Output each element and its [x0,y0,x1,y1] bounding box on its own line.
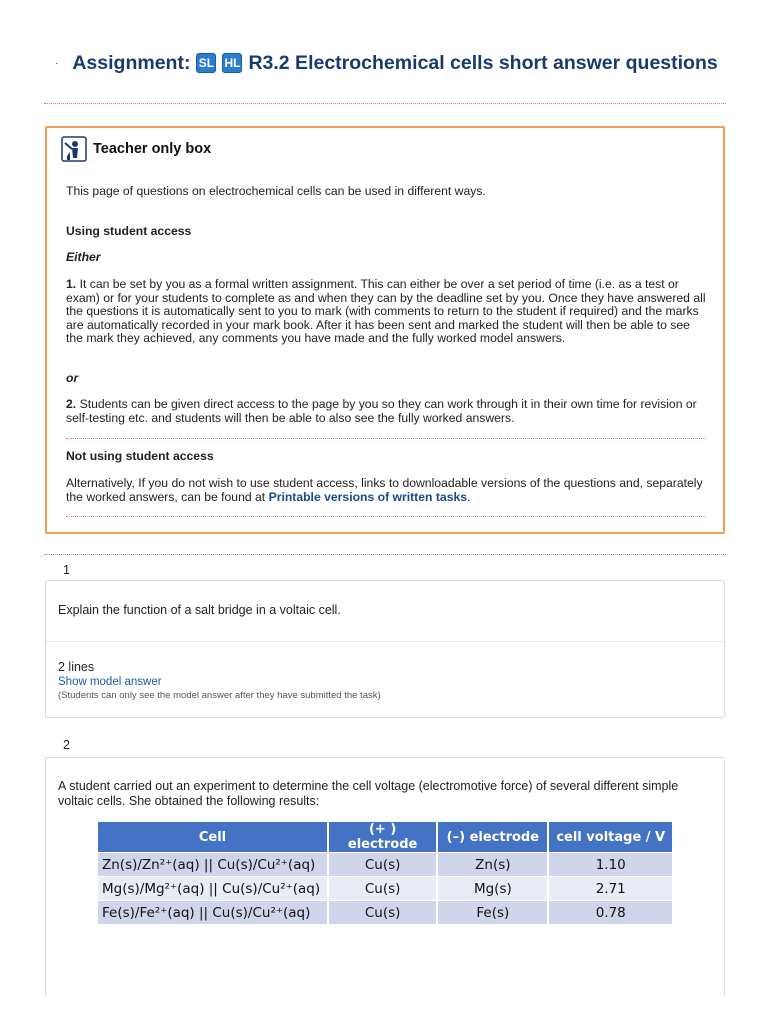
table-row [98,901,672,924]
table-row [98,853,672,876]
assignment-title: R3.2 Electrochemical cells short answer questions [248,51,718,74]
table-header-row [98,822,672,852]
teacher-box-header [61,136,211,162]
option-2 [66,398,706,425]
cell-notation: Zn(s)/Zn²⁺(aq) || Cu(s)/Cu²⁺(aq) [98,853,327,876]
teacher-box-intro: This page of questions on electrochemical cells can be used in different ways. [66,184,486,198]
section-divider [44,554,726,555]
option-1-text: It can be set by you as a formal written assignment. This can either be over a set period of time (i.e. as a test or exam) or for your students to complete as and when they can by the deadline set by you. Once they have answered all the questions it is automatically sent to you to mark (with comments to return to the student if required) and the marks are automatically recorded in your mark book. After it has been sent and marked the student will then be able to see the mark they achieved, any comments you have made and the fully worked model answers. [66,277,706,346]
either-label: Either [66,250,101,264]
teacher-box-bottom-divider [66,516,706,517]
question-1-text: Explain the function of a salt bridge in a voltaic cell. [58,603,341,617]
positive-electrode: Cu(s) [329,901,436,924]
sl-badge: SL [196,53,216,73]
negative-electrode: Fe(s) [438,901,547,924]
positive-electrode: Cu(s) [329,877,436,900]
teacher-box-divider [66,438,706,439]
positive-electrode: Cu(s) [329,853,436,876]
show-model-answer-link[interactable]: Show model answer [58,676,162,688]
cell-voltage: 2.71 [549,877,672,900]
question-1-number: 1 [63,563,70,577]
or-label: or [66,371,79,385]
alternative-text-body: Alternatively, If you do not wish to use student access, links to downloadable versions of the questions and, separately the worked answers, can be found at [66,476,703,504]
results-table [96,821,674,925]
option-2-text: Students can be given direct access to the page by you so they can work through it in their own time for revision or self-testing etc. and students will then be able to also see the fully worked answers. [66,397,697,425]
column-header-positive-electrode: (+ ) electrode [329,822,436,852]
option-2-number: 2. [66,397,77,411]
hl-badge: HL [222,53,242,73]
question-2-text: A student carried out an experiment to determine the cell voltage (electromotive force) of several different simple voltaic cells. She obtained the following results: [58,779,679,808]
question-1-separator [46,641,724,642]
teacher-only-box [45,126,725,534]
question-2-number: 2 [63,738,70,752]
teacher-box-title: Teacher only box [93,141,212,157]
column-header-cell-voltage: cell voltage / V [549,822,672,852]
column-header-negative-electrode: (–) electrode [438,822,547,852]
negative-electrode: Mg(s) [438,877,547,900]
option-1 [66,278,706,346]
alternative-text-end: . [467,489,471,504]
cell-notation: Mg(s)/Mg²⁺(aq) || Cu(s)/Cu²⁺(aq) [98,877,327,900]
negative-electrode: Zn(s) [438,853,547,876]
question-1-card [45,580,725,718]
option-1-number: 1. [66,277,77,291]
cell-notation: Fe(s)/Fe²⁺(aq) || Cu(s)/Cu²⁺(aq) [98,901,327,924]
model-answer-note: (Students can only see the model answer after they have submitted the task) [58,690,381,701]
column-header-cell: Cell [98,822,327,852]
header-divider [44,103,726,104]
not-using-access-heading: Not using student access [66,449,214,463]
alternative-text [66,477,706,504]
teacher-pointing-icon [61,136,87,162]
table-row [98,877,672,900]
cell-voltage: 0.78 [549,901,672,924]
answer-lines-label: 2 lines [58,660,95,674]
using-access-heading: Using student access [66,224,192,238]
page-title [55,48,745,78]
cell-voltage: 1.10 [549,853,672,876]
title-bullet: · [55,57,59,69]
assignment-label: Assignment: [72,51,191,74]
printable-versions-link[interactable]: Printable versions of written tasks [268,489,468,504]
